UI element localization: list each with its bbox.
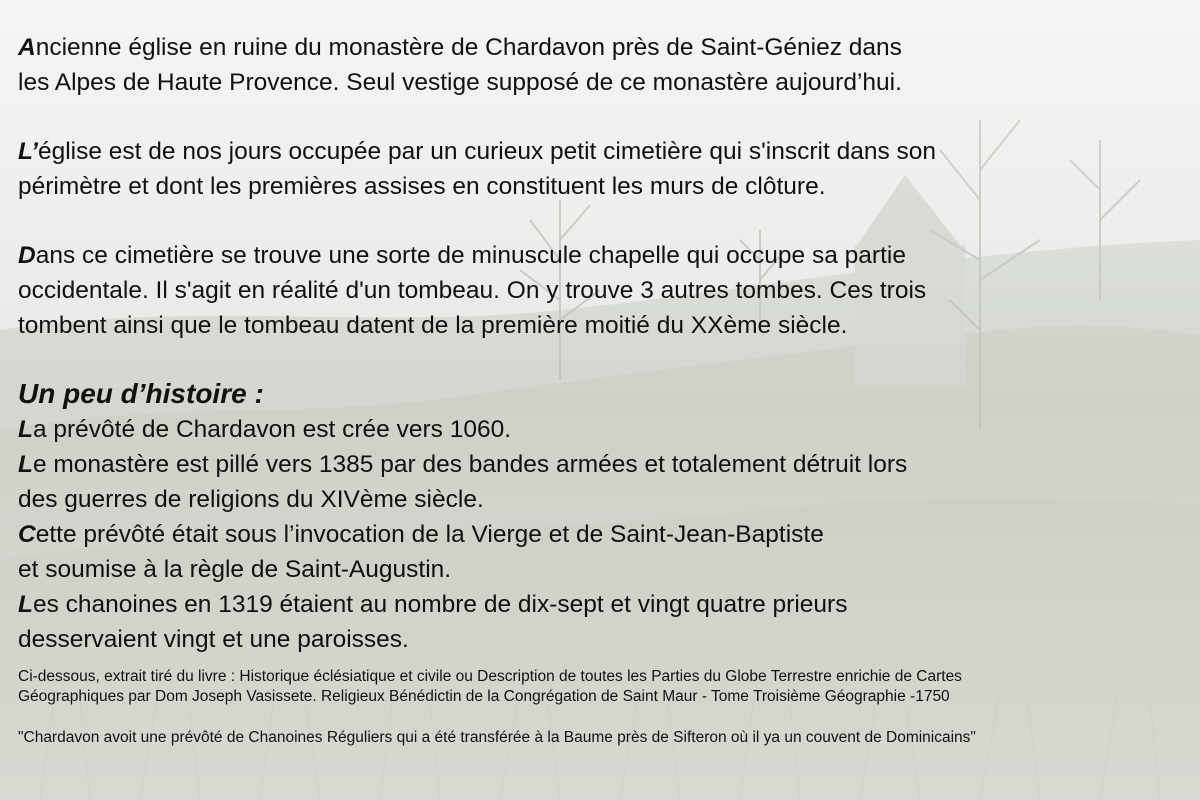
text-line [18, 447, 1190, 482]
text-line [18, 622, 1190, 657]
text-line [18, 169, 1190, 204]
history-heading: Un peu d’histoire : [18, 378, 264, 409]
history-lines [18, 412, 1190, 657]
line-text: desservaient vingt et une paroisses. [18, 626, 409, 653]
initial-letter: L’ [18, 138, 38, 165]
line-text: église est de nos jours occupée par un curieux petit cimetière qui s'inscrit dans son [37, 138, 937, 165]
text-line [18, 412, 1190, 447]
line-text: les Alpes de Haute Provence. Seul vestige supposé de ce monastère aujourd’hui. [18, 69, 902, 96]
line-text: ncienne église en ruine du monastère de Chardavon près de Saint-Géniez dans [35, 34, 902, 61]
line-text: occidentale. Il s'agit en réalité d'un tombeau. On y trouve 3 autres tombes. Ces trois [18, 277, 927, 304]
text-line [18, 308, 1190, 343]
initial-letter: L [18, 451, 33, 478]
line-text: et soumise à la règle de Saint-Augustin. [18, 556, 452, 583]
line-text: e monastère est pillé vers 1385 par des bandes armées et totalement détruit lors [32, 451, 908, 478]
text-line [18, 552, 1190, 587]
initial-letter: C [18, 521, 36, 548]
initial-letter: L [18, 416, 33, 443]
text-line [18, 273, 1190, 308]
line-text: des guerres de religions du XIVème siècle. [18, 486, 484, 513]
line-text: ans ce cimetière se trouve une sorte de minuscule chapelle qui occupe sa partie [35, 242, 906, 269]
text-content [18, 30, 1190, 748]
paragraph [18, 30, 1190, 100]
text-line [18, 134, 1190, 169]
line-text: périmètre et dont les premières assises en constituent les murs de clôture. [18, 173, 826, 200]
book-citation [18, 667, 1190, 706]
book-quote: "Chardavon avoit une prévôté de Chanoines Réguliers qui a été transférée à la Baume près de Sifteron où il ya un couvent de Dominicains" [18, 729, 976, 746]
text-line [18, 65, 1190, 100]
initial-letter: D [18, 242, 36, 269]
intro-paragraphs [18, 30, 1190, 343]
text-line [18, 587, 1190, 622]
text-line [18, 30, 1190, 65]
citation-line: Géographiques par Dom Joseph Vasissete. Religieux Bénédictin de la Congrégation de Saint Maur - Tome Troisième Géographie -1750 [18, 687, 950, 705]
text-line [18, 517, 1190, 552]
initial-letter: L [18, 591, 33, 618]
text-line [18, 238, 1190, 273]
line-text: es chanoines en 1319 étaient au nombre de dix-sept et vingt quatre prieurs [32, 591, 848, 618]
citation-line: Ci-dessous, extrait tiré du livre : Historique éclésiatique et civile ou Description de toutes les Parties du Globe Terrestre enrichie de Cartes [18, 668, 962, 685]
text-line [18, 482, 1190, 517]
line-text: ette prévôté était sous l’invocation de la Vierge et de Saint-Jean-Baptiste [35, 521, 824, 548]
line-text: tombent ainsi que le tombeau datent de la première moitié du XXème siècle. [18, 312, 848, 339]
paragraph [18, 134, 1190, 204]
initial-letter: A [18, 34, 36, 61]
line-text: a prévôté de Chardavon est crée vers 1060. [32, 416, 512, 443]
history-section [18, 379, 1190, 657]
paragraph [18, 238, 1190, 343]
